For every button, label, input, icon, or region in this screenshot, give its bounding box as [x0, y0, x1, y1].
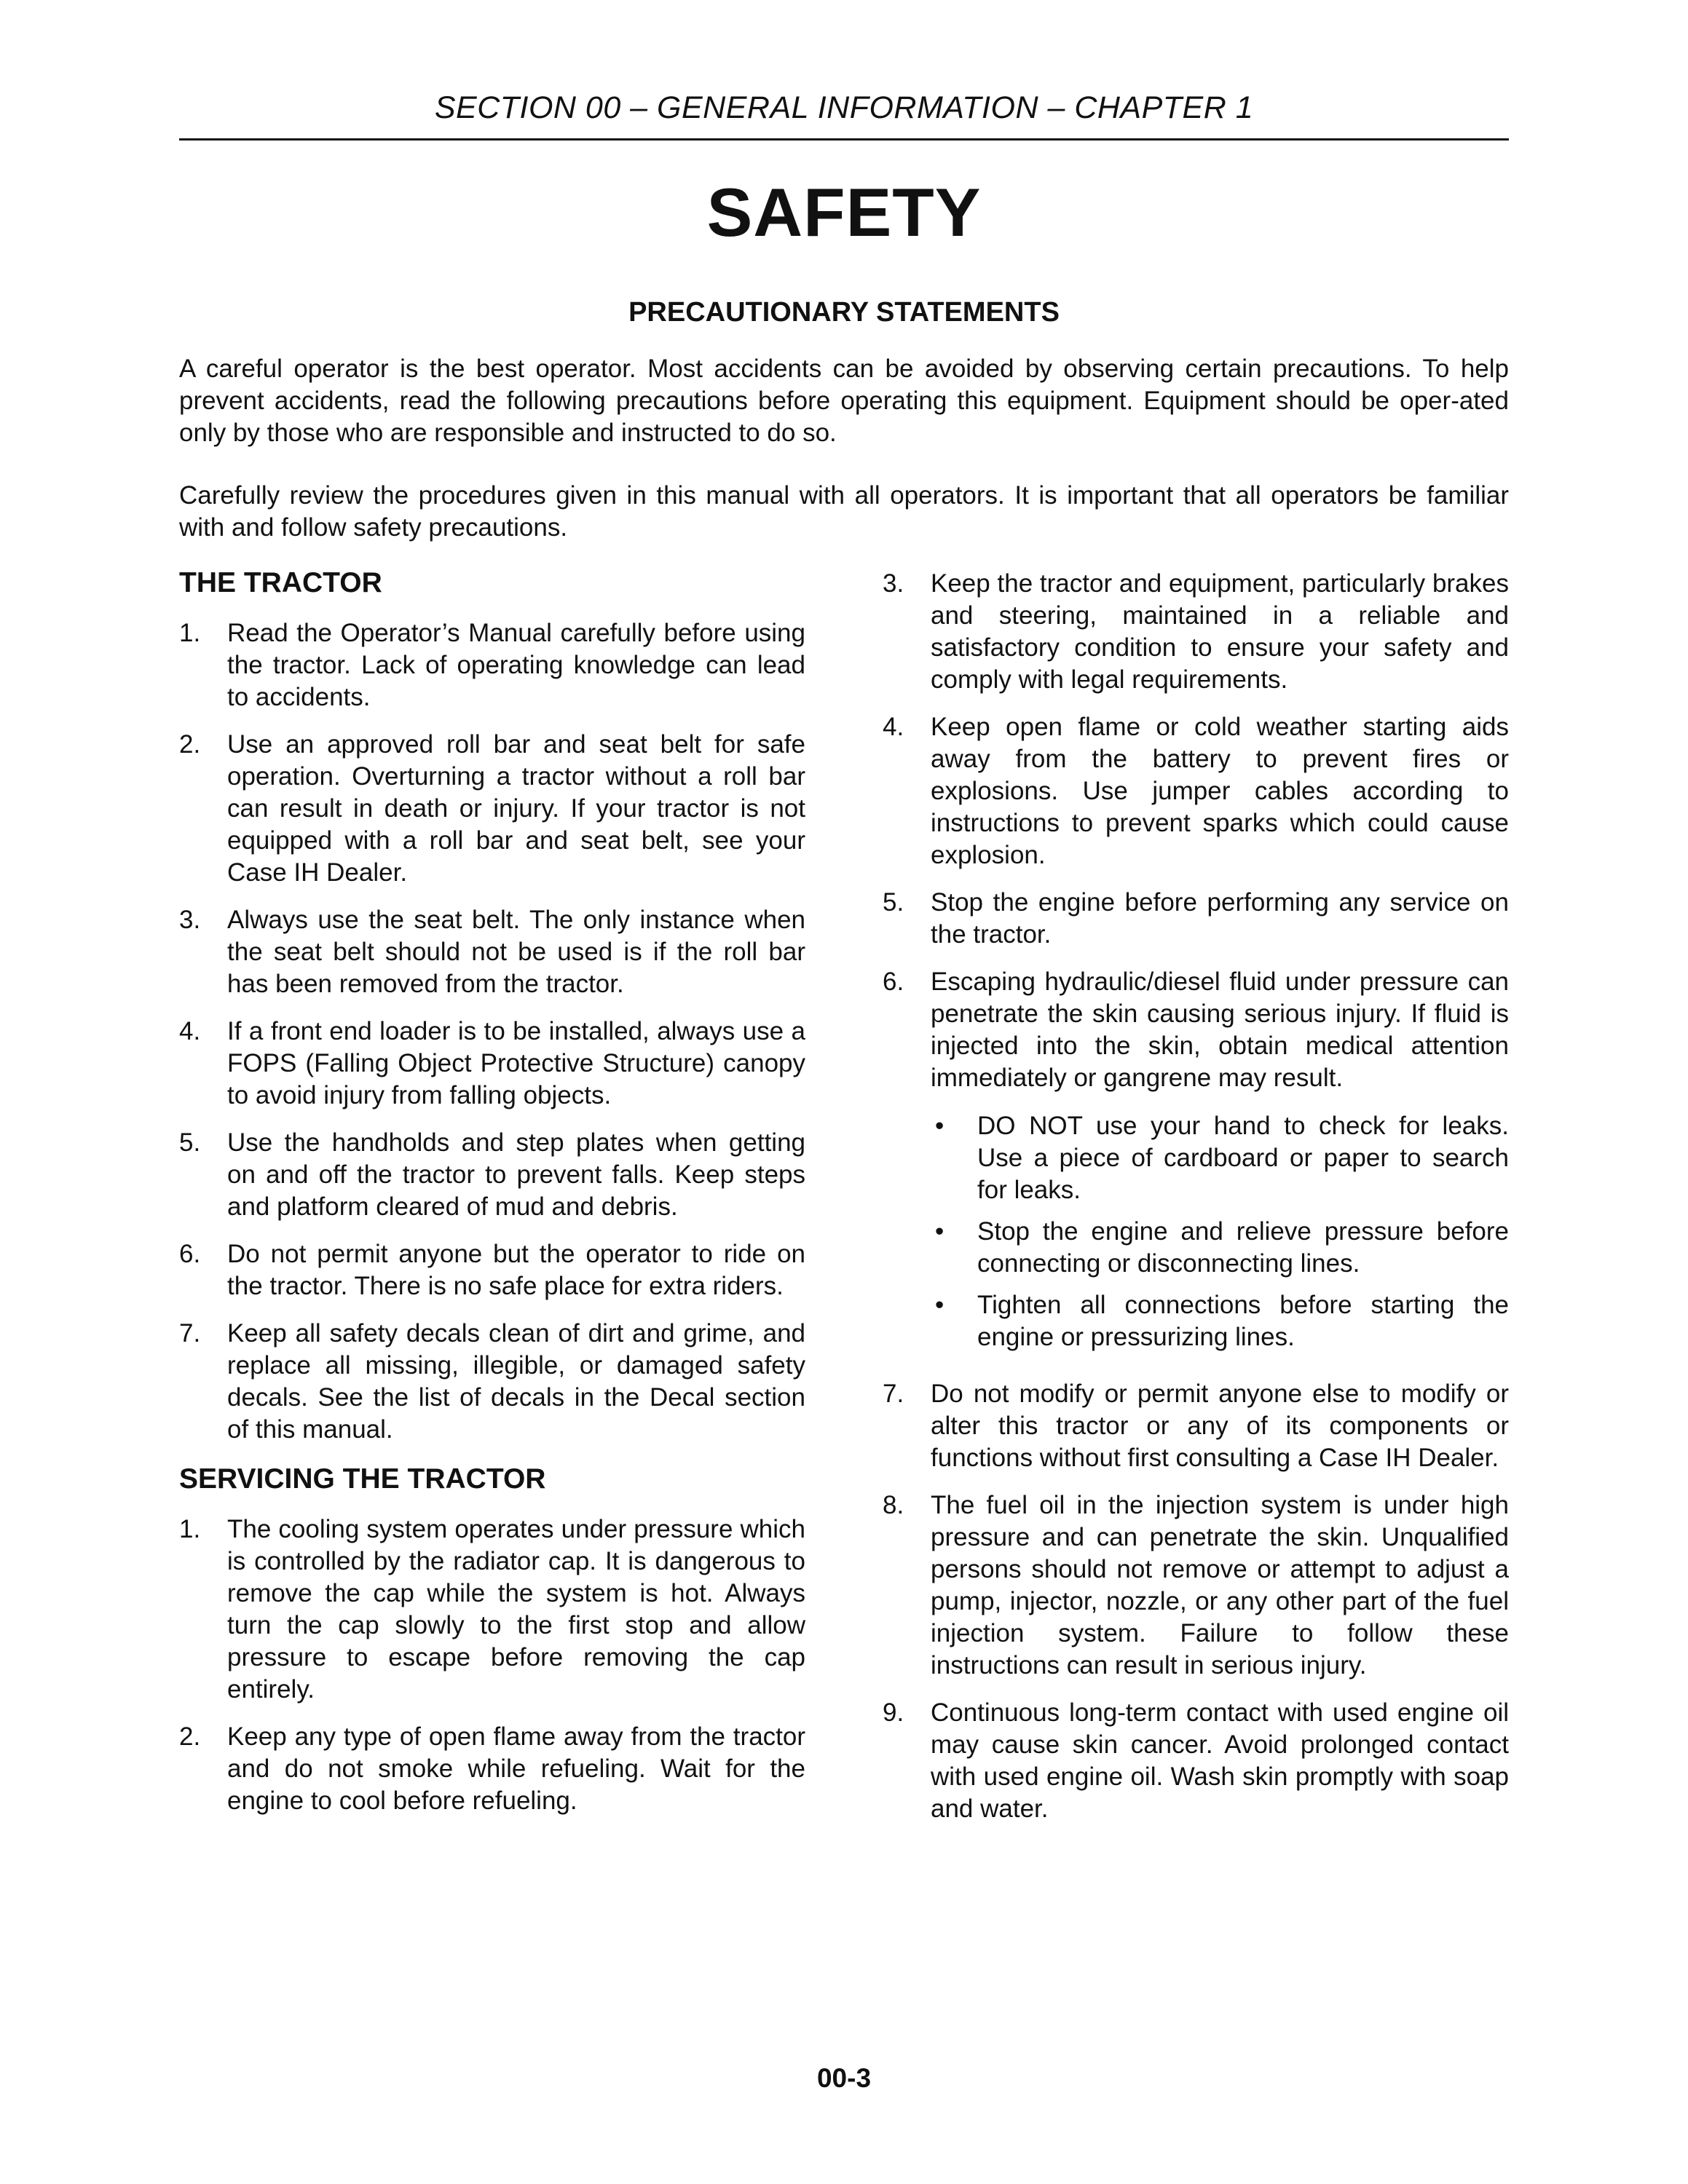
- list-item: [179, 1238, 805, 1302]
- bullet-item: [931, 1110, 1509, 1206]
- item-text: Escaping hydraulic/diesel fluid under pressure can penetrate the skin causing serious injury. If fluid is injected into the skin, obtain medical attention immediately or gangrene may result.: [931, 968, 1509, 1092]
- header-rule: [179, 138, 1509, 141]
- list-item: [179, 1514, 805, 1706]
- intro-text: [179, 353, 1509, 574]
- list-item: [883, 887, 1509, 951]
- item-text: Use an approved roll bar and seat belt for safe operation. Overturning a tractor without a roll bar can result in death or injury. If your tractor is not equipped with a roll bar and seat belt, see your Case IH Dealer.: [227, 730, 805, 887]
- bullet-item: [931, 1289, 1509, 1353]
- bullet-text: Stop the engine and relieve pressure before connecting or disconnecting lines.: [977, 1217, 1509, 1278]
- item-number: 7.: [883, 1380, 904, 1408]
- page-title: SAFETY: [706, 174, 982, 250]
- item-text: Do not permit anyone but the operator to ride on the tractor. There is no safe place for extra riders.: [227, 1240, 805, 1300]
- item-body: [931, 966, 1509, 1363]
- list-item: [179, 729, 805, 889]
- item-number: 5.: [179, 1128, 201, 1157]
- list-item: [179, 1318, 805, 1446]
- intro-paragraph: Carefully review the procedures given in this manual with all operators. It is important that all operators be familiar with and follow safety precautions.: [179, 481, 1509, 542]
- list-item: [883, 966, 1509, 1363]
- item-number: 6.: [883, 968, 904, 996]
- list-item: [179, 1016, 805, 1112]
- item-number: 4.: [179, 1017, 201, 1045]
- item-text: The cooling system operates under pressure which is controlled by the radiator cap. It is dangerous to remove the cap while the system is hot. Always turn the cap slowly to the first stop and allow pressure to escape before removing the cap entirely.: [227, 1515, 805, 1704]
- list-item: [179, 1721, 805, 1817]
- list-item: [883, 711, 1509, 871]
- item-text: Use the handholds and step plates when getting on and off the tractor to prevent falls. Keep steps and platform cleared of mud and debris.: [227, 1128, 805, 1221]
- item-text: Do not modify or permit anyone else to modify or alter this tractor or any of its components or functions without first consulting a Case IH Dealer.: [931, 1380, 1509, 1472]
- bullet-mark: •: [935, 1112, 944, 1140]
- item-number: 2.: [179, 1722, 201, 1751]
- servicing-heading: SERVICING THE TRACTOR: [179, 1463, 546, 1495]
- item-number: 6.: [179, 1240, 201, 1268]
- item-text: Keep any type of open flame away from the tractor and do not smoke while refueling. Wait for the engine to cool before refueling.: [227, 1722, 805, 1815]
- bullet-text: DO NOT use your hand to check for leaks. Use a piece of cardboard or paper to search for leaks.: [977, 1112, 1509, 1204]
- bullet-mark: •: [935, 1291, 944, 1319]
- item-number: 2.: [179, 730, 201, 759]
- manual-page: [179, 0, 1509, 2184]
- list-item: [883, 1489, 1509, 1682]
- list-item: [883, 1378, 1509, 1474]
- bullet-list: [931, 1110, 1509, 1353]
- item-number: 8.: [883, 1491, 904, 1519]
- item-number: 5.: [883, 888, 904, 917]
- list-item: [179, 904, 805, 1000]
- tractor-heading: THE TRACTOR: [179, 567, 382, 598]
- item-number: 3.: [179, 906, 201, 934]
- section-subtitle: PRECAUTIONARY STATEMENTS: [628, 297, 1060, 328]
- bullet-item: [931, 1216, 1509, 1280]
- item-number: 9.: [883, 1698, 904, 1727]
- item-number: 7.: [179, 1319, 201, 1348]
- page-number: 00-3: [816, 2063, 872, 2093]
- item-text: If a front end loader is to be installed, always use a FOPS (Falling Object Protective Structure) canopy to avoid injury from falling objects.: [227, 1017, 805, 1109]
- list-item: [883, 568, 1509, 696]
- right-column: [883, 568, 1509, 1840]
- intro-paragraph: A careful operator is the best operator. Most accidents can be avoided by observing certain precautions. To help prevent accidents, read the following precautions before operating this equipment. Equipment should be oper-ated only by those who are responsible and instructed to do so.: [179, 355, 1509, 447]
- item-text: The fuel oil in the injection system is under high pressure and can penetrate the skin. Unqualified persons should not remove or attempt to adjust a pump, injector, nozzle, or any other part of the fuel injection system. Failure to follow these instructions can result in serious injury.: [931, 1491, 1509, 1679]
- running-header: SECTION 00 – GENERAL INFORMATION – CHAPTER 1: [434, 90, 1254, 125]
- list-item: [883, 1697, 1509, 1825]
- item-number: 1.: [179, 1515, 201, 1543]
- item-text: Read the Operator’s Manual carefully before using the tractor. Lack of operating knowledge can lead to accidents.: [227, 619, 805, 711]
- list-item: [179, 617, 805, 713]
- item-text: Keep the tractor and equipment, particularly brakes and steering, maintained in a reliable and satisfactory condition to ensure your safety and comply with legal requirements.: [931, 569, 1509, 694]
- item-number: 1.: [179, 619, 201, 647]
- item-number: 4.: [883, 713, 904, 741]
- bullet-text: Tighten all connections before starting the engine or pressurizing lines.: [977, 1291, 1509, 1351]
- bullet-mark: •: [935, 1217, 944, 1246]
- item-text: Stop the engine before performing any service on the tractor.: [931, 888, 1509, 949]
- item-text: Always use the seat belt. The only instance when the seat belt should not be used is if the roll bar has been removed from the tractor.: [227, 906, 805, 998]
- left-column: [179, 565, 805, 1832]
- item-text: Keep all safety decals clean of dirt and grime, and replace all missing, illegible, or damaged safety decals. See the list of decals in the Decal section of this manual.: [227, 1319, 805, 1444]
- item-number: 3.: [883, 569, 904, 598]
- list-item: [179, 1127, 805, 1223]
- item-text: Keep open flame or cold weather starting aids away from the battery to prevent fires or explosions. Use jumper cables according to instructions to prevent sparks which could cause explosion.: [931, 713, 1509, 869]
- item-text: Continuous long-term contact with used engine oil may cause skin cancer. Avoid prolonged contact with used engine oil. Wash skin promptly with soap and water.: [931, 1698, 1509, 1823]
